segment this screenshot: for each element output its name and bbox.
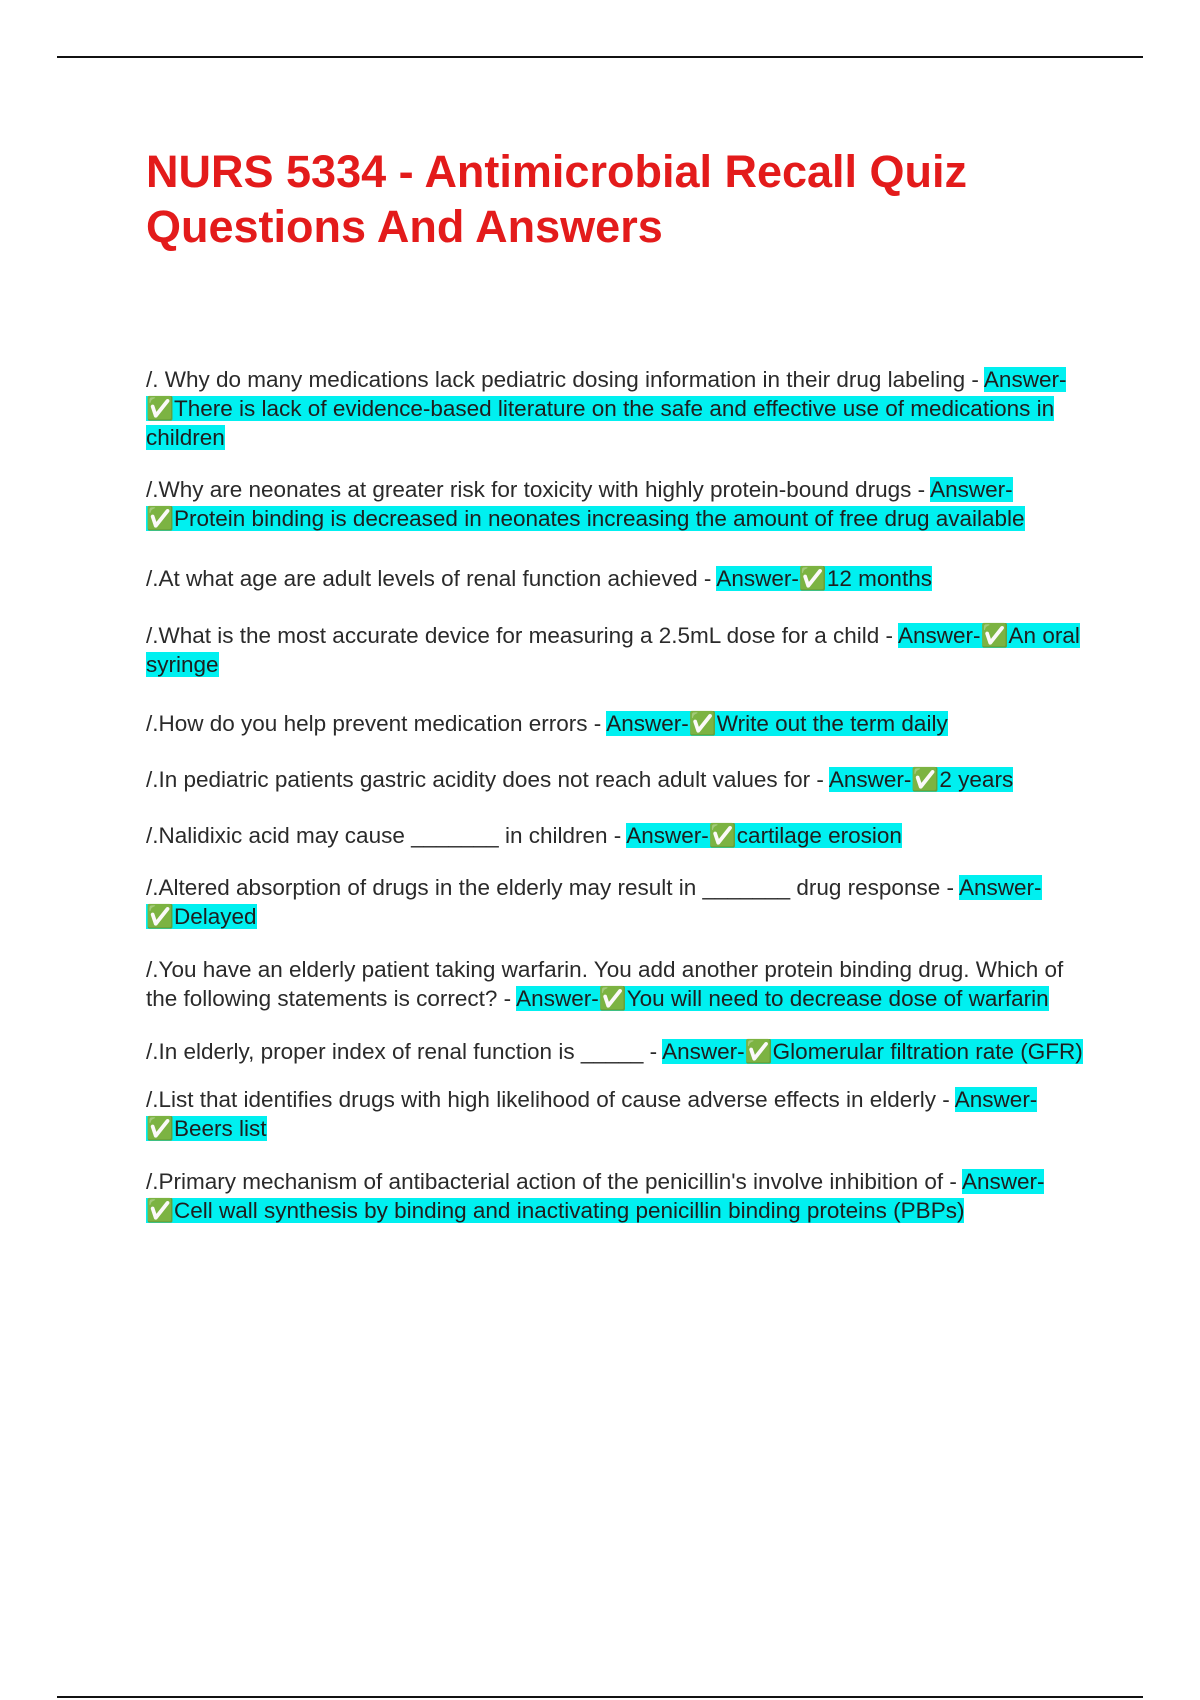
question-text: /.At what age are adult levels of renal function achieved - [146,566,717,591]
answer-text: Answer-✅Glomerular filtration rate (GFR) [662,1039,1083,1064]
question-text: /.In elderly, proper index of renal function is _____ - [146,1039,663,1064]
qa-item [146,709,1086,738]
question-text: /.What is the most accurate device for measuring a 2.5mL dose for a child - [146,623,899,648]
answer-text: Answer-✅Beers list [146,1087,1038,1141]
qa-item [146,873,1086,931]
qa-item [146,1085,1086,1143]
question-text: /.Altered absorption of drugs in the elderly may result in _______ drug response - [146,875,959,900]
question-text: /.Nalidixic acid may cause _______ in children - [146,823,627,848]
answer-text: Answer-✅Write out the term daily [606,711,948,736]
bottom-rule [57,1696,1143,1698]
question-text: /.List that identifies drugs with high likelihood of cause adverse effects in elderly - [146,1087,955,1112]
question-text: /.In pediatric patients gastric acidity does not reach adult values for - [146,767,829,792]
question-text: /.You have an elderly patient taking warfarin. You add another protein binding drug. Which of the following statements is correct? - [146,957,1064,1011]
qa-item [146,955,1086,1013]
qa-item [146,621,1086,679]
qa-list [146,365,1086,1225]
question-text: /.Why are neonates at greater risk for toxicity with highly protein-bound drugs - [146,477,931,502]
qa-item [146,564,1086,593]
answer-text: Answer-✅Protein binding is decreased in neonates increasing the amount of free drug available [146,477,1025,531]
qa-item [146,1037,1086,1066]
question-text: /.How do you help prevent medication errors - [146,711,607,736]
qa-item [146,475,1086,533]
answer-text: Answer-✅2 years [828,767,1014,792]
answer-text: Answer-✅You will need to decrease dose of warfarin [516,986,1049,1011]
question-text: /.Primary mechanism of antibacterial action of the penicillin's involve inhibition of - [146,1169,962,1194]
qa-item [146,1167,1086,1225]
top-rule [57,56,1143,58]
qa-item [146,821,1086,850]
answer-text: Answer-✅An oral syringe [146,623,1080,677]
qa-item [146,365,1086,452]
question-text: /. Why do many medications lack pediatric dosing information in their drug labeling - [146,367,984,392]
document-title: NURS 5334 - Antimicrobial Recall Quiz Questions And Answers [146,146,968,252]
answer-text: Answer-✅cartilage erosion [626,823,902,848]
qa-item [146,765,1086,794]
answer-text: Answer-✅Delayed [146,875,1042,929]
answer-text: Answer-✅There is lack of evidence-based literature on the safe and effective use of medications in children [146,367,1067,450]
answer-text: Answer-✅12 months [716,566,932,591]
answer-text: Answer-✅Cell wall synthesis by binding and inactivating penicillin binding proteins (PBPs) [146,1169,1045,1223]
